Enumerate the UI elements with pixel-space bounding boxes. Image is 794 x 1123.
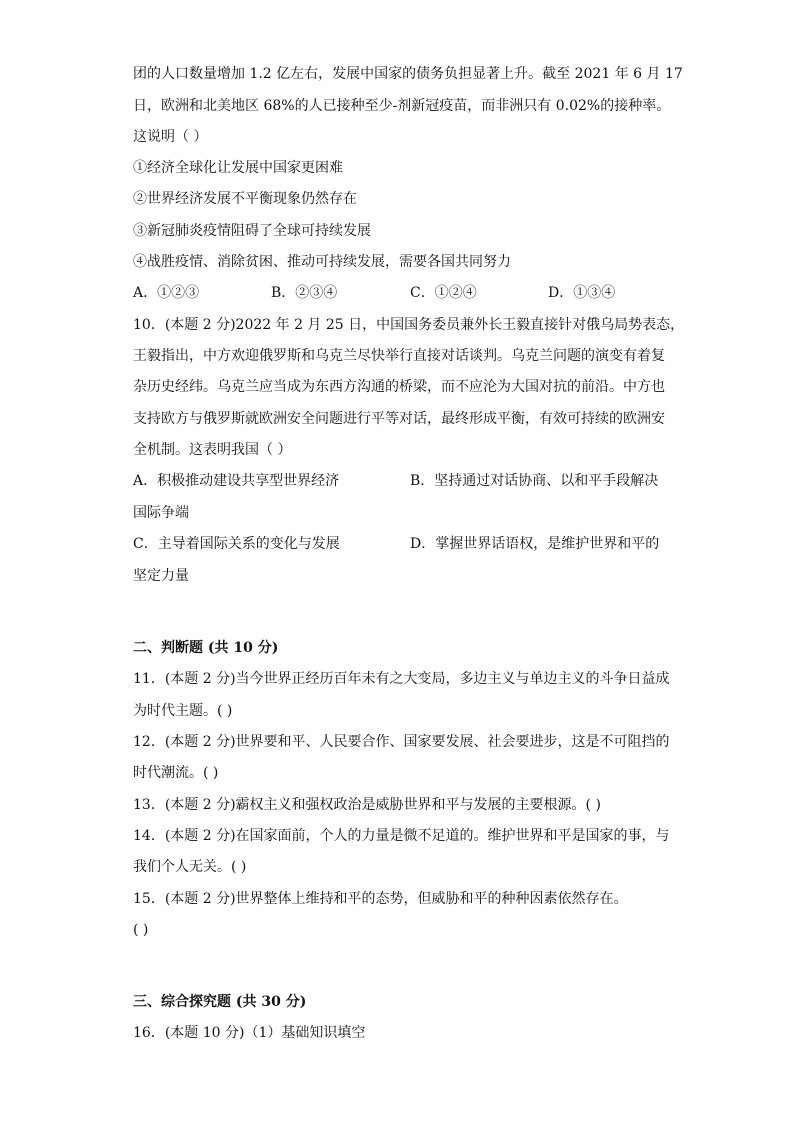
- q11-text-line-2: 为时代主题。( ): [133, 703, 233, 719]
- q10-text-line-1: 10．(本题 2 分)2022 年 2 月 25 日，中国国务委员兼外长王毅直接针对俄乌局势表态，: [133, 317, 685, 333]
- q9-statement-3: ③新冠肺炎疫情阻碍了全球可持续发展: [133, 223, 371, 239]
- q12-text-line-1: 12．(本题 2 分)世界要和平、人民要合作、国家要发展、社会要进步，这是不可阻挡的: [133, 734, 670, 750]
- q9-text-line-2: 日，欧洲和北美地区 68%的人已接种至少-剂新冠疫苗，而非洲只有 0.02%的接种率。: [133, 98, 671, 114]
- q9-option-c: C．①②④: [410, 285, 477, 301]
- q9-options: [133, 283, 663, 303]
- q10-option-a: A．积极推动建设共享型世界经济: [133, 473, 340, 489]
- q14-text-line-1: 14．(本题 2 分)在国家面前，个人的力量是微不足道的。维护世界和平是国家的事，与: [133, 828, 670, 844]
- q10-options-row-1: [133, 471, 663, 491]
- q9-text-line-1: 团的人口数量增加 1.2 亿左右，发展中国家的债务负担显著上升。截至 2021 年 6 月 17: [133, 66, 683, 82]
- q10-option-b: B．坚持通过对话协商、以和平手段解决: [410, 473, 659, 489]
- q10-text-line-5: 全机制。这表明我国（ ）: [133, 442, 292, 458]
- q9-statement-1: ①经济全球化让发展中国家更困难: [133, 160, 343, 176]
- section-2-title: 二、判断题 (共 10 分): [133, 640, 279, 656]
- q9-option-d: D．①③④: [548, 285, 616, 301]
- q9-statement-2: ②世界经济发展不平衡现象仍然存在: [133, 191, 357, 207]
- q10-option-c: C．主导着国际关系的变化与发展: [133, 536, 340, 552]
- q10-text-line-4: 支持欧方与俄罗斯就欧洲安全问题进行平等对话，最终形成平衡，有效可持续的欧洲安: [133, 411, 665, 427]
- section-3-title: 三、综合探究题 (共 30 分): [133, 994, 307, 1010]
- q10-options-row-2: [133, 534, 663, 554]
- q15-text-line-1: 15．(本题 2 分)世界整体上维持和平的态势，但威胁和平的种种因素依然存在。: [133, 891, 628, 907]
- q10-text-line-2: 王毅指出，中方欢迎俄罗斯和乌克兰尽快举行直接对话谈判。乌克兰问题的演变有着复: [133, 348, 665, 364]
- q10-option-b-continued: 国际争端: [133, 505, 189, 521]
- q9-statement-4: ④战胜疫情、消除贫困、推动可持续发展，需要各国共同努力: [133, 254, 511, 270]
- q10-option-d-continued: 坚定力量: [133, 568, 189, 584]
- q9-text-line-3: 这说明（ ）: [133, 129, 208, 145]
- q9-option-a: A．①②③: [133, 285, 200, 301]
- q9-option-b: B．②③④: [271, 285, 338, 301]
- q11-text-line-1: 11．(本题 2 分)当今世界正经历百年未有之大变局，多边主义与单边主义的斗争日益成: [133, 671, 670, 687]
- q13-text: 13．(本题 2 分)霸权主义和强权政治是威胁世界和平与发展的主要根源。( ): [133, 797, 601, 813]
- q15-text-line-2: ( ): [133, 922, 149, 938]
- q16-text: 16．(本题 10 分)（1）基础知识填空: [133, 1025, 366, 1041]
- q10-option-d: D．掌握世界话语权，是维护世界和平的: [410, 536, 660, 552]
- q12-text-line-2: 时代潮流。( ): [133, 765, 219, 781]
- q14-text-line-2: 我们个人无关。( ): [133, 859, 247, 875]
- q10-text-line-3: 杂历史经纬。乌克兰应当成为东西方沟通的桥梁，而不应沦为大国对抗的前沿。中方也: [133, 379, 665, 395]
